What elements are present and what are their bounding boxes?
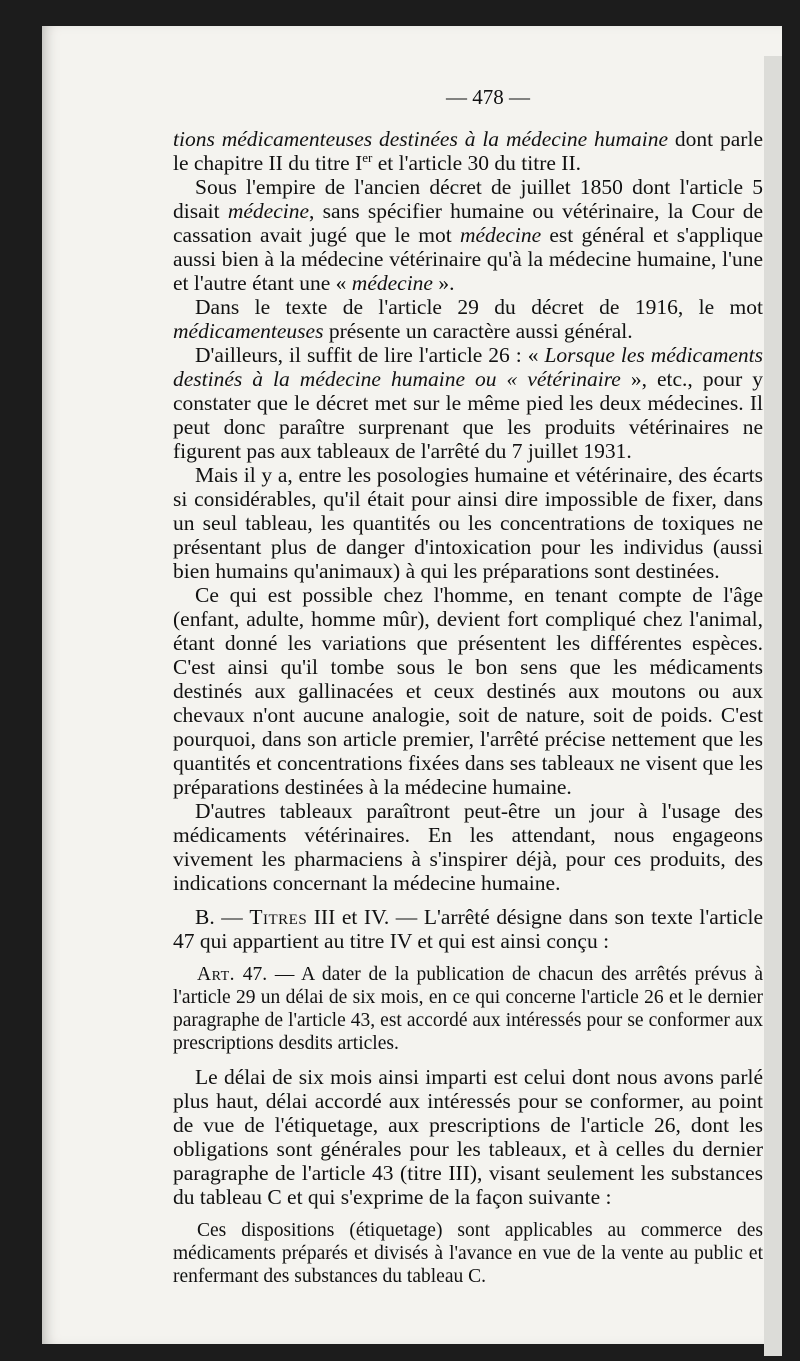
text-run: ».: [432, 271, 455, 295]
quote-paragraph: Ces dispositions (étiquetage) sont applicables au commerce des médicaments préparés et divisés à l'avance en vue de la vente au public et renfermant des substances du tableau C.: [173, 1220, 763, 1287]
small-caps-text: Titres: [249, 905, 308, 929]
paragraph-2: [173, 175, 763, 295]
italic-text: médecine: [227, 199, 309, 223]
text-run: présente un caractère aussi général.: [323, 319, 633, 343]
text-run: dont parle le chapitre II du titre I: [173, 127, 763, 175]
quote-article-47: [173, 963, 763, 1055]
paragraph-9: Le délai de six mois ainsi imparti est celui dont nous avons parlé plus haut, délai accordé aux intéressés pour se conformer, au point de vue de l'étiquetage, aux prescriptions de l'article 26, dont les obligations sont générales pour les tableaux, et à celles du dernier paragraphe de l'article 43 (titre III), visant seulement les substances du tableau C et qui s'exprime de la façon suivante :: [173, 1065, 763, 1209]
quote-paragraph: [173, 963, 763, 1055]
italic-text: médecine: [459, 223, 542, 247]
superscript: er: [362, 149, 373, 165]
paragraph-6: Ce qui est possible chez l'homme, en tenant compte de l'âge (enfant, adulte, homme mûr), devient fort compliqué chez l'animal, étant donné les variations que présentent les différentes espèces. C'est ainsi qu'il tombe sous le bon sens que les médicaments destinés aux gallinacées et ceux destinés aux moutons ou aux chevaux n'ont aucune analogie, soit de nature, soit de poids. C'est pourquoi, dans son article premier, l'arrêté précise nettement que les quantités et concentrations fixées dans ses tableaux ne visent que les préparations destinées à la médecine humaine.: [173, 583, 763, 799]
small-caps-text: Art.: [197, 964, 236, 985]
paragraph-7: D'autres tableaux paraîtront peut-être un jour à l'usage des médicaments vétérinaires. En les attendant, nous engageons vivement les pharmaciens à s'inspirer déjà, pour ces produits, des indications concernant la médecine humaine.: [173, 799, 763, 895]
text-run: Sous l'empire de l'ancien décret de juillet 1850 dont l'article 5 disait: [173, 175, 763, 223]
italic-text: médecine: [351, 271, 433, 295]
paragraph-8: [173, 905, 763, 953]
quote-article-43: [173, 1219, 763, 1288]
paragraph-5: Mais il y a, entre les posologies humaine et vétérinaire, des écarts si considérables, qu'il était pour ainsi dire impossible de fixer, dans un seul tableau, les quantités ou les concentrations de toxiques ne présentant plus de danger d'intoxication pour les individus (aussi bien humains qu'animaux) à qui les préparations sont destinées.: [173, 463, 763, 583]
italic-text: médicamenteuses: [173, 319, 324, 343]
text-run: III et IV. — L'arrêté désigne dans son texte l'article 47 qui appartient au titre IV et qui est ainsi conçu :: [173, 905, 763, 953]
text-run: , sans spécifier humaine ou vétérinaire, la Cour de cassation avait jugé que le mot: [173, 199, 763, 247]
text-run: », etc., pour y constater que le décret met sur le même pied les deux médecines. Il peut donc paraître surprenant que les produits vétérinaires ne figurent pas aux tableaux de l'arrêté du 7 juillet 1931.: [173, 367, 763, 463]
italic-text: Lorsque les médicaments destinés à la médecine humaine ou « vétérinaire: [173, 343, 763, 391]
paragraph-4: [173, 343, 763, 463]
paragraph-1: [173, 127, 763, 175]
text-run: 47. — A dater de la publication de chacun des arrêtés prévus à l'article 29 un délai de six mois, en ce qui concerne l'article 26 et le dernier paragraphe de l'article 43, est accordé aux intéressés pour se conformer aux prescriptions desdits articles.: [173, 964, 763, 1054]
paragraph-3: [173, 295, 763, 343]
italic-text: tions médicamenteuses destinées à la médecine humaine: [173, 127, 669, 151]
page-number: — 478 —: [446, 85, 530, 109]
text-run: D'ailleurs, il suffit de lire l'article 26 : «: [195, 343, 545, 367]
text-run: est général et s'applique aussi bien à la médecine vétérinaire qu'à la médecine humaine, l'une et l'autre étant une «: [173, 223, 763, 295]
text-run: et l'article 30 du titre II.: [372, 151, 581, 175]
text-run: Dans le texte de l'article 29 du décret de 1916, le mot: [195, 295, 763, 319]
text-run: B. —: [195, 905, 250, 929]
page-text: [173, 85, 763, 1288]
next-page-edge: [764, 56, 782, 1356]
